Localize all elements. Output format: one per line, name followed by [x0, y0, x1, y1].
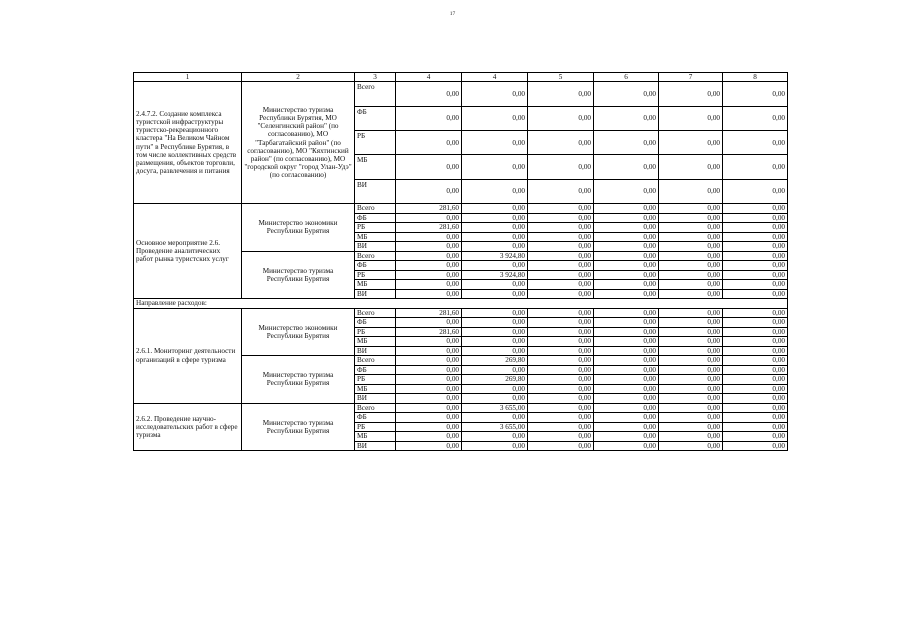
amount-cell: 0,00: [528, 403, 594, 413]
amount-cell: 0,00: [723, 204, 788, 214]
amount-cell: 0,00: [528, 384, 594, 394]
amount-cell: 0,00: [594, 270, 659, 280]
amount-cell: 0,00: [396, 261, 462, 271]
amount-cell: 0,00: [462, 242, 528, 252]
amount-cell: 0,00: [723, 403, 788, 413]
amount-cell: 0,00: [659, 106, 723, 130]
executor-name: Министерство туризма Республики Бурятия: [242, 356, 355, 404]
amount-cell: 0,00: [396, 365, 462, 375]
amount-cell: 0,00: [723, 213, 788, 223]
amount-cell: 0,00: [723, 242, 788, 252]
amount-cell: 0,00: [659, 232, 723, 242]
funding-source: РБ: [355, 223, 396, 233]
measure-name: 2.6.1. Мониторинг деятельности организаций в сфере туризма: [134, 308, 242, 403]
amount-cell: 3 655,00: [462, 403, 528, 413]
column-header: 6: [594, 73, 659, 82]
amount-cell: 281,60: [396, 308, 462, 318]
amount-cell: 0,00: [723, 223, 788, 233]
amount-cell: 0,00: [723, 232, 788, 242]
amount-cell: 0,00: [462, 179, 528, 203]
amount-cell: 0,00: [659, 213, 723, 223]
amount-cell: 0,00: [396, 422, 462, 432]
amount-cell: 0,00: [396, 82, 462, 106]
amount-cell: 0,00: [659, 318, 723, 328]
amount-cell: 269,80: [462, 375, 528, 385]
amount-cell: 0,00: [528, 346, 594, 356]
amount-cell: 0,00: [462, 155, 528, 179]
amount-cell: 0,00: [659, 356, 723, 366]
amount-cell: 0,00: [528, 106, 594, 130]
amount-cell: 0,00: [462, 346, 528, 356]
section-label: Направление расходов:: [134, 299, 788, 309]
amount-cell: 0,00: [528, 155, 594, 179]
amount-cell: 0,00: [396, 242, 462, 252]
amount-cell: 0,00: [659, 270, 723, 280]
amount-cell: 0,00: [528, 242, 594, 252]
amount-cell: 0,00: [462, 82, 528, 106]
funding-source: ВИ: [355, 346, 396, 356]
amount-cell: 0,00: [528, 179, 594, 203]
amount-cell: 0,00: [462, 384, 528, 394]
funding-source: ВИ: [355, 441, 396, 451]
amount-cell: 281,60: [396, 204, 462, 214]
amount-cell: 0,00: [462, 223, 528, 233]
amount-cell: 269,80: [462, 356, 528, 366]
funding-source: ФБ: [355, 261, 396, 271]
amount-cell: 0,00: [594, 337, 659, 347]
funding-source: ФБ: [355, 106, 396, 130]
funding-source: МБ: [355, 232, 396, 242]
amount-cell: 0,00: [528, 261, 594, 271]
amount-cell: 0,00: [723, 308, 788, 318]
amount-cell: 0,00: [528, 327, 594, 337]
amount-cell: 0,00: [528, 413, 594, 423]
amount-cell: 0,00: [462, 432, 528, 442]
amount-cell: 0,00: [594, 82, 659, 106]
amount-cell: 3 924,80: [462, 270, 528, 280]
amount-cell: 0,00: [396, 403, 462, 413]
funding-source: ФБ: [355, 365, 396, 375]
amount-cell: 0,00: [462, 365, 528, 375]
amount-cell: 0,00: [659, 337, 723, 347]
amount-cell: 0,00: [528, 82, 594, 106]
amount-cell: 0,00: [659, 251, 723, 261]
amount-cell: 0,00: [594, 289, 659, 299]
amount-cell: 0,00: [396, 356, 462, 366]
amount-cell: 0,00: [462, 106, 528, 130]
amount-cell: 0,00: [462, 308, 528, 318]
amount-cell: 0,00: [528, 270, 594, 280]
amount-cell: 0,00: [659, 365, 723, 375]
table-row: [134, 403, 788, 413]
funding-source: Всего: [355, 403, 396, 413]
page-number: 17: [449, 11, 456, 17]
amount-cell: 0,00: [396, 318, 462, 328]
amount-cell: 281,60: [396, 327, 462, 337]
amount-cell: 0,00: [528, 223, 594, 233]
funding-source: ВИ: [355, 394, 396, 404]
amount-cell: 0,00: [594, 346, 659, 356]
executor-name: Министерство экономики Республики Бурятия: [242, 308, 355, 356]
amount-cell: 0,00: [594, 232, 659, 242]
amount-cell: 0,00: [659, 242, 723, 252]
amount-cell: 0,00: [528, 289, 594, 299]
amount-cell: 0,00: [723, 422, 788, 432]
funding-source: ФБ: [355, 413, 396, 423]
amount-cell: 0,00: [462, 232, 528, 242]
funding-source: ВИ: [355, 242, 396, 252]
amount-cell: 0,00: [659, 82, 723, 106]
amount-cell: 0,00: [594, 432, 659, 442]
column-header: 4: [462, 73, 528, 82]
amount-cell: 0,00: [594, 413, 659, 423]
amount-cell: 0,00: [462, 204, 528, 214]
measure-name: Основное мероприятие 2.6. Проведение аналитических работ рынка туристских услуг: [134, 204, 242, 299]
measure-name: 2.6.2. Проведение научно-исследовательских работ в сфере туризма: [134, 403, 242, 451]
amount-cell: 0,00: [528, 130, 594, 154]
amount-cell: 0,00: [659, 403, 723, 413]
amount-cell: 0,00: [396, 213, 462, 223]
amount-cell: 0,00: [659, 261, 723, 271]
funding-source: Всего: [355, 251, 396, 261]
amount-cell: 0,00: [462, 441, 528, 451]
amount-cell: 0,00: [594, 130, 659, 154]
amount-cell: 0,00: [528, 318, 594, 328]
amount-cell: 0,00: [594, 375, 659, 385]
amount-cell: 0,00: [723, 394, 788, 404]
amount-cell: 0,00: [594, 242, 659, 252]
amount-cell: 0,00: [528, 394, 594, 404]
amount-cell: 0,00: [659, 155, 723, 179]
amount-cell: 0,00: [659, 441, 723, 451]
amount-cell: 0,00: [723, 251, 788, 261]
amount-cell: 0,00: [723, 441, 788, 451]
amount-cell: 0,00: [723, 106, 788, 130]
amount-cell: 0,00: [594, 106, 659, 130]
amount-cell: 0,00: [462, 327, 528, 337]
column-header: 3: [355, 73, 396, 82]
funding-source: ВИ: [355, 289, 396, 299]
amount-cell: 0,00: [396, 289, 462, 299]
amount-cell: 0,00: [723, 432, 788, 442]
amount-cell: 0,00: [723, 346, 788, 356]
budget-table: [133, 72, 788, 451]
amount-cell: 0,00: [723, 413, 788, 423]
amount-cell: 0,00: [659, 289, 723, 299]
column-header: 1: [134, 73, 242, 82]
amount-cell: 0,00: [594, 261, 659, 271]
amount-cell: 0,00: [723, 375, 788, 385]
amount-cell: 0,00: [528, 251, 594, 261]
amount-cell: 0,00: [723, 327, 788, 337]
amount-cell: 0,00: [462, 413, 528, 423]
funding-source: Всего: [355, 308, 396, 318]
amount-cell: 0,00: [462, 280, 528, 290]
funding-source: Всего: [355, 204, 396, 214]
funding-source: РБ: [355, 270, 396, 280]
funding-source: Всего: [355, 82, 396, 106]
amount-cell: 0,00: [594, 213, 659, 223]
amount-cell: 0,00: [396, 394, 462, 404]
amount-cell: 0,00: [723, 179, 788, 203]
amount-cell: 0,00: [659, 179, 723, 203]
amount-cell: 0,00: [528, 356, 594, 366]
amount-cell: 0,00: [528, 280, 594, 290]
amount-cell: 0,00: [594, 422, 659, 432]
amount-cell: 0,00: [659, 280, 723, 290]
funding-source: МБ: [355, 280, 396, 290]
amount-cell: 0,00: [659, 375, 723, 385]
amount-cell: 0,00: [723, 365, 788, 375]
table-row: [134, 204, 788, 214]
amount-cell: 0,00: [528, 308, 594, 318]
amount-cell: 0,00: [659, 432, 723, 442]
amount-cell: 0,00: [594, 280, 659, 290]
amount-cell: 0,00: [594, 155, 659, 179]
amount-cell: 0,00: [528, 232, 594, 242]
amount-cell: 0,00: [659, 223, 723, 233]
amount-cell: 0,00: [594, 356, 659, 366]
amount-cell: 0,00: [528, 422, 594, 432]
amount-cell: 0,00: [462, 289, 528, 299]
amount-cell: 0,00: [396, 413, 462, 423]
amount-cell: 0,00: [528, 337, 594, 347]
amount-cell: 0,00: [462, 261, 528, 271]
amount-cell: 0,00: [396, 106, 462, 130]
amount-cell: 0,00: [396, 337, 462, 347]
amount-cell: 0,00: [462, 318, 528, 328]
amount-cell: 0,00: [528, 204, 594, 214]
amount-cell: 0,00: [462, 337, 528, 347]
amount-cell: 0,00: [659, 384, 723, 394]
amount-cell: 0,00: [594, 441, 659, 451]
amount-cell: 0,00: [462, 213, 528, 223]
executor-name: Министерство туризма Республики Бурятия: [242, 251, 355, 299]
amount-cell: 281,60: [396, 223, 462, 233]
measure-name: 2.4.7.2. Создание комплекса туристской инфраструктуры туристско-рекреационного кластера "На Великом Чайном пути" в Республике Бурятия, в том числе коллективных средств размещения, объектов торговли, досуга, развлечения и питания: [134, 82, 242, 204]
amount-cell: 0,00: [723, 130, 788, 154]
amount-cell: 0,00: [396, 232, 462, 242]
amount-cell: 3 924,80: [462, 251, 528, 261]
amount-cell: 0,00: [396, 375, 462, 385]
amount-cell: 0,00: [723, 155, 788, 179]
amount-cell: 0,00: [723, 270, 788, 280]
amount-cell: 0,00: [659, 327, 723, 337]
amount-cell: 0,00: [528, 432, 594, 442]
amount-cell: 0,00: [396, 441, 462, 451]
funding-source: РБ: [355, 422, 396, 432]
amount-cell: 0,00: [396, 384, 462, 394]
funding-source: МБ: [355, 337, 396, 347]
amount-cell: 0,00: [659, 394, 723, 404]
amount-cell: 0,00: [396, 280, 462, 290]
amount-cell: 0,00: [594, 251, 659, 261]
amount-cell: 0,00: [462, 130, 528, 154]
funding-source: ВИ: [355, 179, 396, 203]
funding-source: ФБ: [355, 318, 396, 328]
amount-cell: 0,00: [659, 422, 723, 432]
amount-cell: 0,00: [723, 356, 788, 366]
amount-cell: 0,00: [528, 365, 594, 375]
amount-cell: 0,00: [594, 384, 659, 394]
executor-name: Министерство экономики Республики Бурятия: [242, 204, 355, 252]
amount-cell: 0,00: [396, 432, 462, 442]
amount-cell: 0,00: [594, 308, 659, 318]
amount-cell: 0,00: [594, 223, 659, 233]
funding-source: МБ: [355, 384, 396, 394]
funding-source: РБ: [355, 327, 396, 337]
table-row: [134, 308, 788, 318]
amount-cell: 0,00: [723, 82, 788, 106]
amount-cell: 0,00: [396, 130, 462, 154]
amount-cell: 0,00: [396, 346, 462, 356]
column-header: 7: [659, 73, 723, 82]
column-header: 4: [396, 73, 462, 82]
amount-cell: 0,00: [396, 270, 462, 280]
amount-cell: 0,00: [396, 155, 462, 179]
amount-cell: 0,00: [723, 261, 788, 271]
amount-cell: 0,00: [396, 179, 462, 203]
column-header: 8: [723, 73, 788, 82]
executor-name: Министерство туризма Республики Бурятия: [242, 403, 355, 451]
amount-cell: 0,00: [723, 318, 788, 328]
amount-cell: 0,00: [659, 413, 723, 423]
amount-cell: 0,00: [528, 375, 594, 385]
amount-cell: 3 655,00: [462, 422, 528, 432]
funding-source: ФБ: [355, 213, 396, 223]
funding-source: РБ: [355, 130, 396, 154]
amount-cell: 0,00: [659, 308, 723, 318]
column-header: 2: [242, 73, 355, 82]
amount-cell: 0,00: [659, 346, 723, 356]
funding-source: Всего: [355, 356, 396, 366]
amount-cell: 0,00: [723, 337, 788, 347]
amount-cell: 0,00: [528, 213, 594, 223]
executor-name: Министерство туризма Республики Бурятия, МО "Селенгинский район" (по согласованию), МО "Тарбагатайский район" (по согласованию), МО "Кяхтинский район" (по согласованию), МО "городской округ "город Улан-Удэ" (по согласованию): [242, 82, 355, 204]
amount-cell: 0,00: [723, 384, 788, 394]
amount-cell: 0,00: [594, 403, 659, 413]
amount-cell: 0,00: [723, 280, 788, 290]
funding-source: РБ: [355, 375, 396, 385]
amount-cell: 0,00: [594, 394, 659, 404]
funding-source: МБ: [355, 432, 396, 442]
table-row: [134, 82, 788, 106]
funding-source: МБ: [355, 155, 396, 179]
section-row: [134, 299, 788, 309]
column-header: 5: [528, 73, 594, 82]
amount-cell: 0,00: [659, 204, 723, 214]
amount-cell: 0,00: [396, 251, 462, 261]
amount-cell: 0,00: [594, 179, 659, 203]
amount-cell: 0,00: [528, 441, 594, 451]
amount-cell: 0,00: [594, 327, 659, 337]
header-row: [134, 73, 788, 82]
amount-cell: 0,00: [594, 318, 659, 328]
amount-cell: 0,00: [462, 394, 528, 404]
amount-cell: 0,00: [594, 204, 659, 214]
amount-cell: 0,00: [723, 289, 788, 299]
amount-cell: 0,00: [659, 130, 723, 154]
amount-cell: 0,00: [594, 365, 659, 375]
